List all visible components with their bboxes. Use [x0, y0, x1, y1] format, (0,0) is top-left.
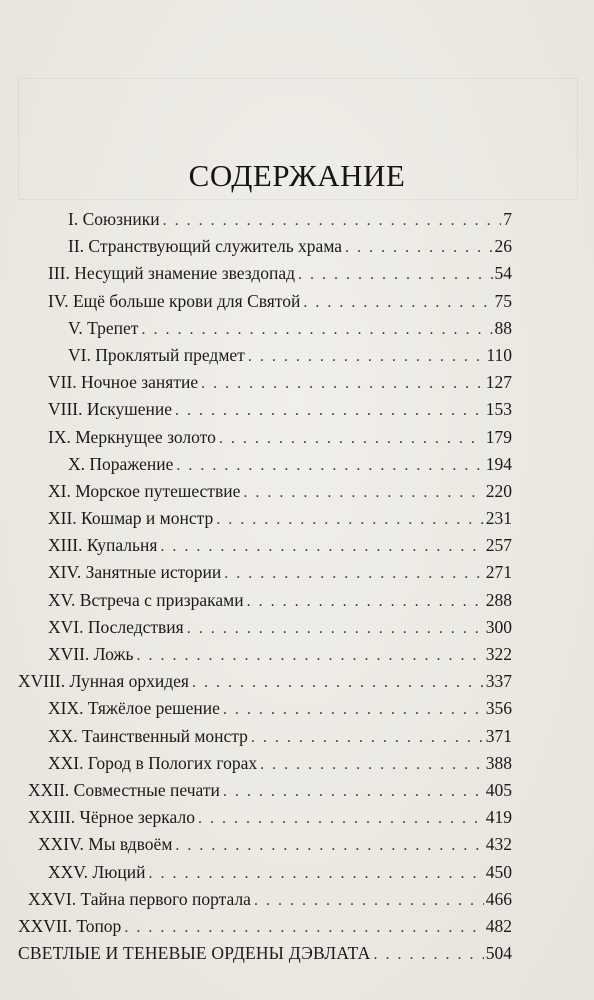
- toc-entry-title: X. Поражение: [68, 453, 174, 474]
- toc-entry-title: XV. Встреча с призраками: [48, 589, 244, 610]
- toc-entry-title: XXVI. Тайна первого портала: [28, 888, 251, 909]
- toc-entry-page: 450: [485, 861, 512, 882]
- toc-entry-page: 54: [494, 263, 512, 284]
- toc-entry: [48, 559, 512, 586]
- toc-entry-title: XXV. Люций: [48, 861, 146, 882]
- toc-entry-page: 466: [485, 888, 512, 909]
- toc-entry: [18, 940, 512, 967]
- toc-entry-page: 288: [485, 589, 512, 610]
- toc-entry: [48, 587, 512, 614]
- toc-dot-leader: [124, 914, 483, 941]
- toc-entry-title: II. Странствующий служитель храма: [68, 236, 343, 257]
- toc-entry-title: VI. Проклятый предмет: [68, 344, 245, 365]
- toc-entry-page: 220: [485, 480, 512, 501]
- toc-entry: [48, 859, 512, 886]
- toc-entry: [68, 342, 512, 369]
- toc-entry-page: 322: [485, 644, 512, 664]
- table-of-contents: [0, 206, 594, 967]
- toc-entry: [68, 233, 512, 260]
- toc-entry-page: 75: [494, 290, 512, 311]
- toc-dot-leader: [298, 261, 492, 288]
- toc-dot-leader: [247, 588, 484, 615]
- toc-dot-leader: [219, 425, 484, 452]
- toc-entry: [28, 777, 512, 804]
- toc-entry-title: IX. Меркнущее золото: [48, 426, 216, 447]
- toc-entry-title: XVI. Последствия: [48, 616, 184, 637]
- toc-dot-leader: [198, 805, 484, 832]
- toc-entry: [68, 315, 512, 342]
- toc-entry-page: 257: [485, 535, 512, 556]
- toc-entry-page: 432: [485, 834, 512, 855]
- toc-entry: [48, 614, 512, 641]
- toc-entry-page: 388: [485, 752, 512, 773]
- toc-entry: [48, 478, 512, 505]
- toc-entry-page: 405: [485, 779, 512, 800]
- toc-dot-leader: [175, 832, 483, 859]
- toc-entry-title: IV. Ещё больше крови для Святой: [48, 290, 301, 311]
- toc-entry: [18, 668, 512, 695]
- toc-entry-title: XIX. Тяжёлое решение: [48, 698, 220, 719]
- toc-entry-page: 88: [494, 317, 512, 338]
- toc-entry: [48, 288, 512, 315]
- toc-entry-title: XIII. Купальня: [48, 535, 158, 556]
- toc-entry-page: 231: [485, 508, 512, 529]
- toc-dot-leader: [216, 506, 484, 533]
- toc-entry-title: XII. Кошмар и монстр: [48, 508, 214, 529]
- toc-dot-leader: [137, 642, 484, 669]
- toc-dot-leader: [303, 289, 492, 316]
- toc-entry-page: 7: [503, 209, 512, 229]
- toc-entry-page: 504: [485, 943, 512, 964]
- toc-entry-title: XXIV. Мы вдвоём: [38, 834, 173, 855]
- toc-entry-page: 153: [485, 399, 512, 420]
- toc-entry-page: 337: [485, 671, 512, 692]
- toc-dot-leader: [251, 724, 484, 751]
- toc-entry-page: 127: [485, 372, 512, 393]
- toc-dot-leader: [176, 452, 483, 479]
- toc-entry: [68, 206, 512, 233]
- toc-entry-title: XX. Таинственный монстр: [48, 725, 248, 746]
- toc-entry-title: XIV. Занятные истории: [48, 562, 222, 583]
- toc-entry-title: I. Союзники: [68, 209, 160, 229]
- toc-dot-leader: [175, 397, 484, 424]
- toc-entry-title: XVIII. Лунная орхидея: [18, 671, 189, 692]
- toc-entry-page: 26: [494, 236, 512, 257]
- toc-entry-page: 110: [486, 344, 512, 365]
- toc-entry-title: XVII. Ложь: [48, 644, 134, 664]
- toc-dot-leader: [160, 533, 483, 560]
- toc-dot-leader: [192, 669, 484, 696]
- toc-entry: [38, 831, 512, 858]
- toc-entry-title: XXVII. Топор: [18, 915, 122, 936]
- toc-entry-title: VII. Ночное занятие: [48, 372, 199, 393]
- toc-entry: [28, 886, 512, 913]
- toc-dot-leader: [243, 479, 483, 506]
- toc-entry: [48, 396, 512, 423]
- toc-entry-page: 419: [485, 807, 512, 828]
- toc-entry: [48, 424, 512, 451]
- toc-entry: [28, 804, 512, 831]
- toc-entry: [48, 505, 512, 532]
- toc-entry: [48, 369, 512, 396]
- toc-entry: [68, 451, 512, 478]
- toc-entry-title: XXI. Город в Пологих горах: [48, 752, 258, 773]
- toc-entry-page: 179: [485, 426, 512, 447]
- toc-dot-leader: [254, 887, 484, 914]
- toc-dot-leader: [141, 316, 492, 343]
- page-title: СОДЕРЖАНИЕ: [188, 157, 406, 193]
- toc-dot-leader: [223, 696, 484, 723]
- toc-entry-page: 194: [485, 453, 512, 474]
- toc-dot-leader: [148, 860, 483, 887]
- toc-entry: [48, 750, 512, 777]
- toc-entry-title: XXII. Совместные печати: [28, 779, 220, 800]
- toc-entry-page: 271: [485, 562, 512, 583]
- toc-entry: [48, 723, 512, 750]
- toc-entry-title: XI. Морское путешествие: [48, 480, 241, 501]
- toc-entry-page: 371: [485, 725, 512, 746]
- toc-dot-leader: [224, 560, 484, 587]
- toc-dot-leader: [373, 941, 483, 968]
- toc-entry: [48, 260, 512, 287]
- toc-entry-title: VIII. Искушение: [48, 399, 173, 420]
- toc-entry: [48, 532, 512, 559]
- toc-dot-leader: [187, 615, 484, 642]
- toc-entry-page: 482: [485, 915, 512, 936]
- toc-dot-leader: [163, 207, 502, 234]
- toc-entry: [48, 641, 512, 668]
- toc-entry-title: XXIII. Чёрное зеркало: [28, 807, 195, 828]
- toc-entry: [48, 695, 512, 722]
- toc-entry: [18, 913, 512, 940]
- toc-entry-title: СВЕТЛЫЕ И ТЕНЕВЫЕ ОРДЕНЫ ДЭВЛАТА: [18, 943, 371, 964]
- toc-dot-leader: [223, 778, 484, 805]
- toc-entry-page: 356: [485, 698, 512, 719]
- toc-entry-page: 300: [485, 616, 512, 637]
- toc-dot-leader: [345, 234, 492, 261]
- toc-entry-title: V. Трепет: [68, 317, 139, 338]
- toc-dot-leader: [248, 343, 485, 370]
- toc-dot-leader: [201, 370, 484, 397]
- toc-entry-title: III. Несущий знамение звездопад: [48, 263, 296, 284]
- toc-dot-leader: [260, 751, 484, 778]
